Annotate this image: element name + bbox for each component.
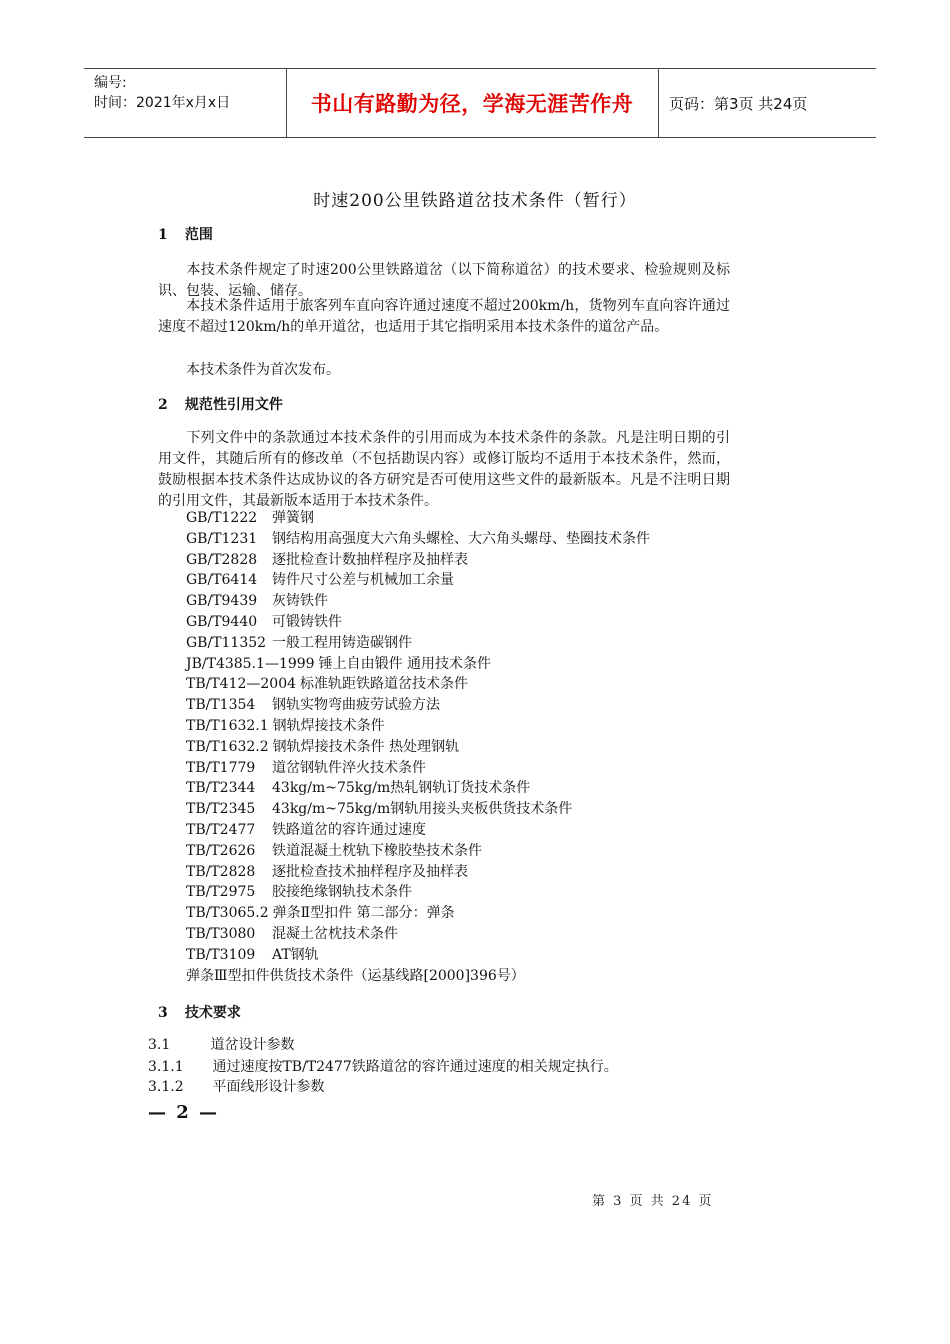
reference-list — [186, 508, 650, 986]
header-motto: 书山有路勤为径，学海无涯苦作舟 — [310, 92, 634, 116]
subsection-number: 3.1.1 — [148, 1059, 184, 1075]
reference-title: 钢轨焊接技术条件 热处理钢轨 — [272, 738, 460, 755]
section-title: 规范性引用文件 — [184, 397, 283, 413]
reference-title: 铁路道岔的容许通过速度 — [272, 821, 426, 838]
reference-title: 钢轨实物弯曲疲劳试验方法 — [272, 697, 440, 714]
reference-title: 混凝土岔枕技术条件 — [272, 925, 398, 942]
reference-item — [186, 674, 650, 695]
paragraph-text: 下列文件中的条款通过本技术条件的引用而成为本技术条件的条款。凡是注明日期的引用文件，其随后所有的修改单（不包括勘误内容）或修订版均不适用于本技术条件，然而，鼓励根据本技术条件达成协议的各方研究是否可使用这些文件的最新版本。凡是不注明日期的引用文件，其最新版本适用于本技术条件。 — [158, 430, 730, 509]
reference-item — [186, 550, 650, 571]
reference-title: 43kg/m~75kg/m钢轨用接头夹板供货技术条件 — [272, 801, 573, 818]
reference-code: TB/T3080 — [186, 925, 256, 942]
reference-code: TB/T3109 — [186, 946, 256, 963]
section-2-heading — [158, 394, 283, 414]
reference-code: TB/T2975 — [186, 884, 256, 901]
reference-code: TB/T412—2004 — [186, 676, 297, 693]
reference-item — [186, 508, 650, 529]
section-title: 范围 — [184, 227, 213, 243]
subsection-3-1 — [148, 1034, 294, 1054]
reference-code: GB/T1231 — [186, 530, 258, 547]
reference-code: TB/T3065.2 — [186, 905, 269, 922]
reference-item — [186, 778, 650, 799]
reference-item — [186, 654, 650, 675]
reference-title: 锤上自由锻件 通用技术条件 — [318, 655, 492, 672]
reference-item — [186, 882, 650, 903]
reference-item — [186, 737, 650, 758]
header-divider — [658, 69, 659, 137]
reference-title: 可锻铸铁件 — [272, 613, 342, 630]
subsection-title: 平面线形设计参数 — [212, 1079, 325, 1095]
reference-title: 43kg/m~75kg/m热轧钢轨订货技术条件 — [272, 780, 531, 797]
reference-code: TB/T2344 — [186, 780, 256, 797]
reference-item — [186, 591, 650, 612]
reference-title: 铸件尺寸公差与机械加工余量 — [272, 572, 454, 589]
reference-code: TB/T2345 — [186, 801, 256, 818]
subsection-number: 3.1.2 — [148, 1079, 184, 1095]
reference-title: AT钢轨 — [272, 946, 319, 963]
paragraph-text: 本技术条件为首次发布。 — [186, 362, 340, 378]
number-label: 编号: — [94, 75, 127, 91]
reference-title: 钢轨焊接技术条件 — [272, 717, 385, 734]
page-number-mark: — 2 — — [148, 1102, 220, 1123]
reference-title: 弹条Ⅲ型扣件供货技术条件（运基线路[2000]396号） — [186, 967, 525, 984]
reference-item — [186, 633, 650, 654]
subsection-3-1-1 — [148, 1056, 618, 1076]
time-label: 时间：2021年x月x日 — [94, 95, 231, 111]
reference-item — [186, 903, 650, 924]
reference-item — [186, 758, 650, 779]
reference-item — [186, 799, 650, 820]
reference-code: GB/T9439 — [186, 593, 258, 610]
reference-title: 逐批检查技术抽样程序及抽样表 — [272, 863, 468, 880]
paragraph — [158, 296, 730, 338]
reference-title: 钢结构用高强度大六角头螺栓、大六角头螺母、垫圈技术条件 — [272, 530, 650, 547]
reference-code: TB/T1354 — [186, 697, 256, 714]
section-3-heading — [158, 1002, 241, 1022]
reference-item — [186, 695, 650, 716]
section-number: 3 — [158, 1005, 168, 1021]
reference-title: 道岔钢轨件淬火技术条件 — [272, 759, 426, 776]
subsection-text: 通过速度按TB/T2477铁路道岔的容许通过速度的相关规定执行。 — [212, 1059, 618, 1075]
reference-code: GB/T9440 — [186, 613, 258, 630]
reference-title: 弹簧钢 — [272, 510, 314, 526]
header-page-info: 页码：第3页 共24页 — [669, 94, 808, 113]
reference-code: TB/T1632.1 — [186, 717, 269, 734]
reference-code: TB/T2626 — [186, 842, 256, 859]
subsection-3-1-2 — [148, 1076, 324, 1096]
reference-title: 逐批检查计数抽样程序及抽样表 — [272, 551, 468, 568]
reference-item — [186, 966, 650, 987]
section-title: 技术要求 — [184, 1005, 241, 1021]
section-number: 1 — [158, 227, 168, 243]
reference-code: GB/T1222 — [186, 510, 258, 526]
page-header — [84, 68, 876, 138]
reference-item — [186, 716, 650, 737]
reference-item — [186, 924, 650, 945]
reference-code: TB/T2477 — [186, 821, 256, 838]
reference-code: TB/T1632.2 — [186, 738, 269, 755]
subsection-number: 3.1 — [148, 1037, 171, 1053]
reference-item — [186, 945, 650, 966]
reference-code: GB/T6414 — [186, 572, 258, 589]
document-title: 时速200公里铁路道岔技术条件（暂行） — [313, 191, 637, 211]
reference-code: JB/T4385.1—1999 — [186, 655, 315, 672]
references-intro — [158, 428, 730, 512]
paragraph — [158, 360, 730, 381]
reference-item — [186, 841, 650, 862]
header-meta — [94, 73, 230, 113]
reference-code: TB/T2828 — [186, 863, 256, 880]
reference-item — [186, 612, 650, 633]
footer-page-number: 第 3 页 共 24 页 — [592, 1194, 714, 1209]
reference-title: 标准轨距铁路道岔技术条件 — [300, 676, 469, 693]
section-number: 2 — [158, 397, 168, 413]
reference-code: TB/T1779 — [186, 759, 256, 776]
paragraph-text: 本技术条件规定了时速200公里铁路道岔（以下简称道岔）的技术要求、检验规则及标识、包装、运输、储存。 — [158, 262, 730, 299]
reference-title: 灰铸铁件 — [272, 593, 328, 610]
subsection-title: 道岔设计参数 — [210, 1037, 295, 1053]
paragraph-text: 本技术条件适用于旅客列车直向容许通过速度不超过200km/h，货物列车直向容许通过速度不超过120km/h的单开道岔，也适用于其它指明采用本技术条件的道岔产品。 — [158, 298, 730, 335]
reference-item — [186, 820, 650, 841]
reference-code: GB/T2828 — [186, 551, 258, 568]
reference-item — [186, 570, 650, 591]
reference-item — [186, 529, 650, 550]
reference-title: 弹条Ⅱ型扣件 第二部分：弹条 — [272, 905, 455, 922]
reference-item — [186, 862, 650, 883]
reference-code: GB/T11352 — [186, 634, 267, 651]
reference-title: 胶接绝缘钢轨技术条件 — [272, 884, 412, 901]
reference-title: 一般工程用铸造碳钢件 — [272, 634, 412, 651]
section-1-heading — [158, 224, 213, 244]
reference-title: 铁道混凝土枕轨下橡胶垫技术条件 — [272, 842, 482, 859]
